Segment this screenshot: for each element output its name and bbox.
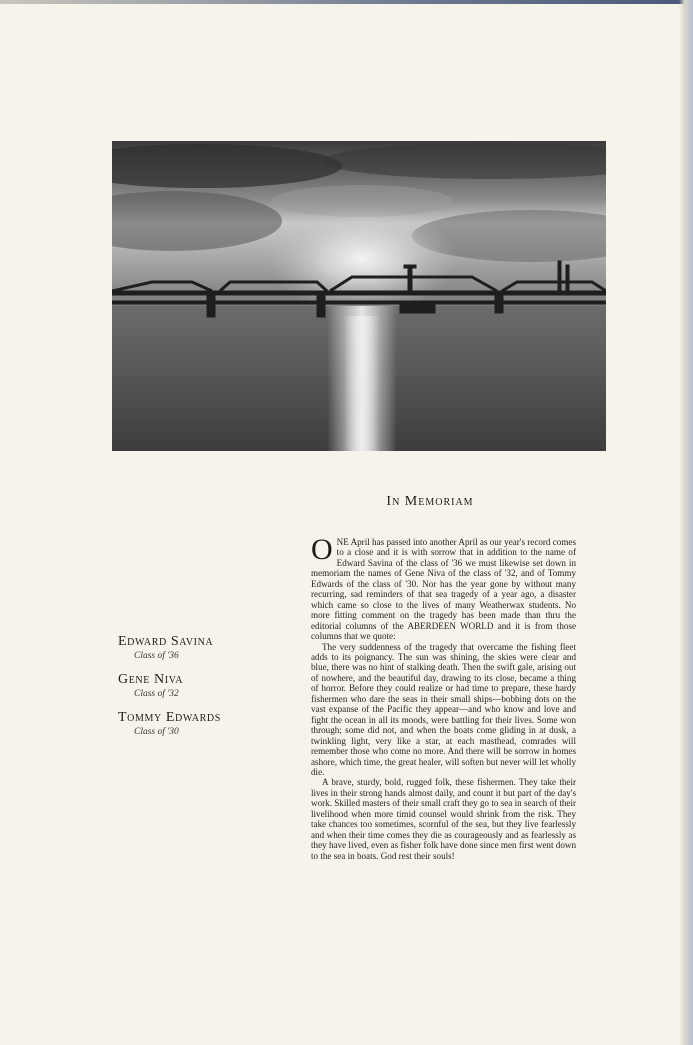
page-top-edge	[0, 0, 693, 4]
article-paragraph: A brave, sturdy, bold, rugged folk, these fishermen. They take their lives in their strong hands almost daily, and count it but part of the day's work. Skilled masters of their small craft they go to sea in search of their livelihood when more timid counsel would shrink from the risk. They take chances too sometimes, scornful of the sea, but they live fearlessly and when their time comes they die as courageously and as fearlessly as they have lived, even as fisher folk have done since men first went down to the sea in boats. God rest their souls!	[311, 777, 576, 861]
person-name: Tommy Edwards	[118, 710, 221, 725]
person-class: Class of '32	[134, 689, 179, 699]
person-class: Class of '30	[134, 727, 179, 737]
name-entry	[118, 710, 288, 739]
memorial-article	[311, 533, 576, 861]
article-paragraph: The very suddenness of the tragedy that overcame the fishing fleet adds to its poignancy. The sun was shining, the skies were clear and blue, there was no hint of stalking death. Then the swift gale, arising out of nowhere, and the beautiful day, drawing to its close, became a thing of horror. Before they could realize or had time to prepare, these hardy fishermen who dare the seas in their small ships—bobbing dots on the vast expanse of the Pacific they appear—and who know and love and fight the ocean in all its moods, were battling for their lives. Some won through; some did not, and when the boats come gliding in at dusk, a twinkling light, very like a star, at each masthead, comrades will remember those who come no more. And there will be sorrow in homes ashore, which time, the great healer, will soften but never will let wholly die.	[311, 641, 576, 777]
paragraph-text: NE April has passed into another April as our year's record comes to a close and it is with sorrow that in addition to the name of Edward Savina of the class of '36 we must likewise set down in memoriam the names of Gene Niva of the class of '32, and of Tommy Edwards of the class of '30. Nor has the year gone by without many recurring, sad reminders of that sea tragedy of a year ago, a disaster which came so close to the lives of many Weatherwax students. No more fitting comment on the tragedy has been made than thru the editorial columns of the ABERDEEN WORLD and it is from those columns that we quote:	[311, 537, 576, 642]
memorial-names	[118, 634, 288, 748]
name-entry	[118, 672, 288, 701]
person-name: Gene Niva	[118, 672, 184, 687]
person-name: Edward Savina	[118, 634, 214, 649]
harbor-bridge-photo	[112, 141, 606, 451]
drop-cap: O	[311, 533, 333, 566]
article-paragraph	[311, 533, 576, 642]
memoriam-heading: In Memoriam	[386, 494, 474, 509]
person-class: Class of '36	[134, 651, 179, 661]
name-entry	[118, 634, 288, 663]
page-right-edge	[679, 0, 693, 1045]
